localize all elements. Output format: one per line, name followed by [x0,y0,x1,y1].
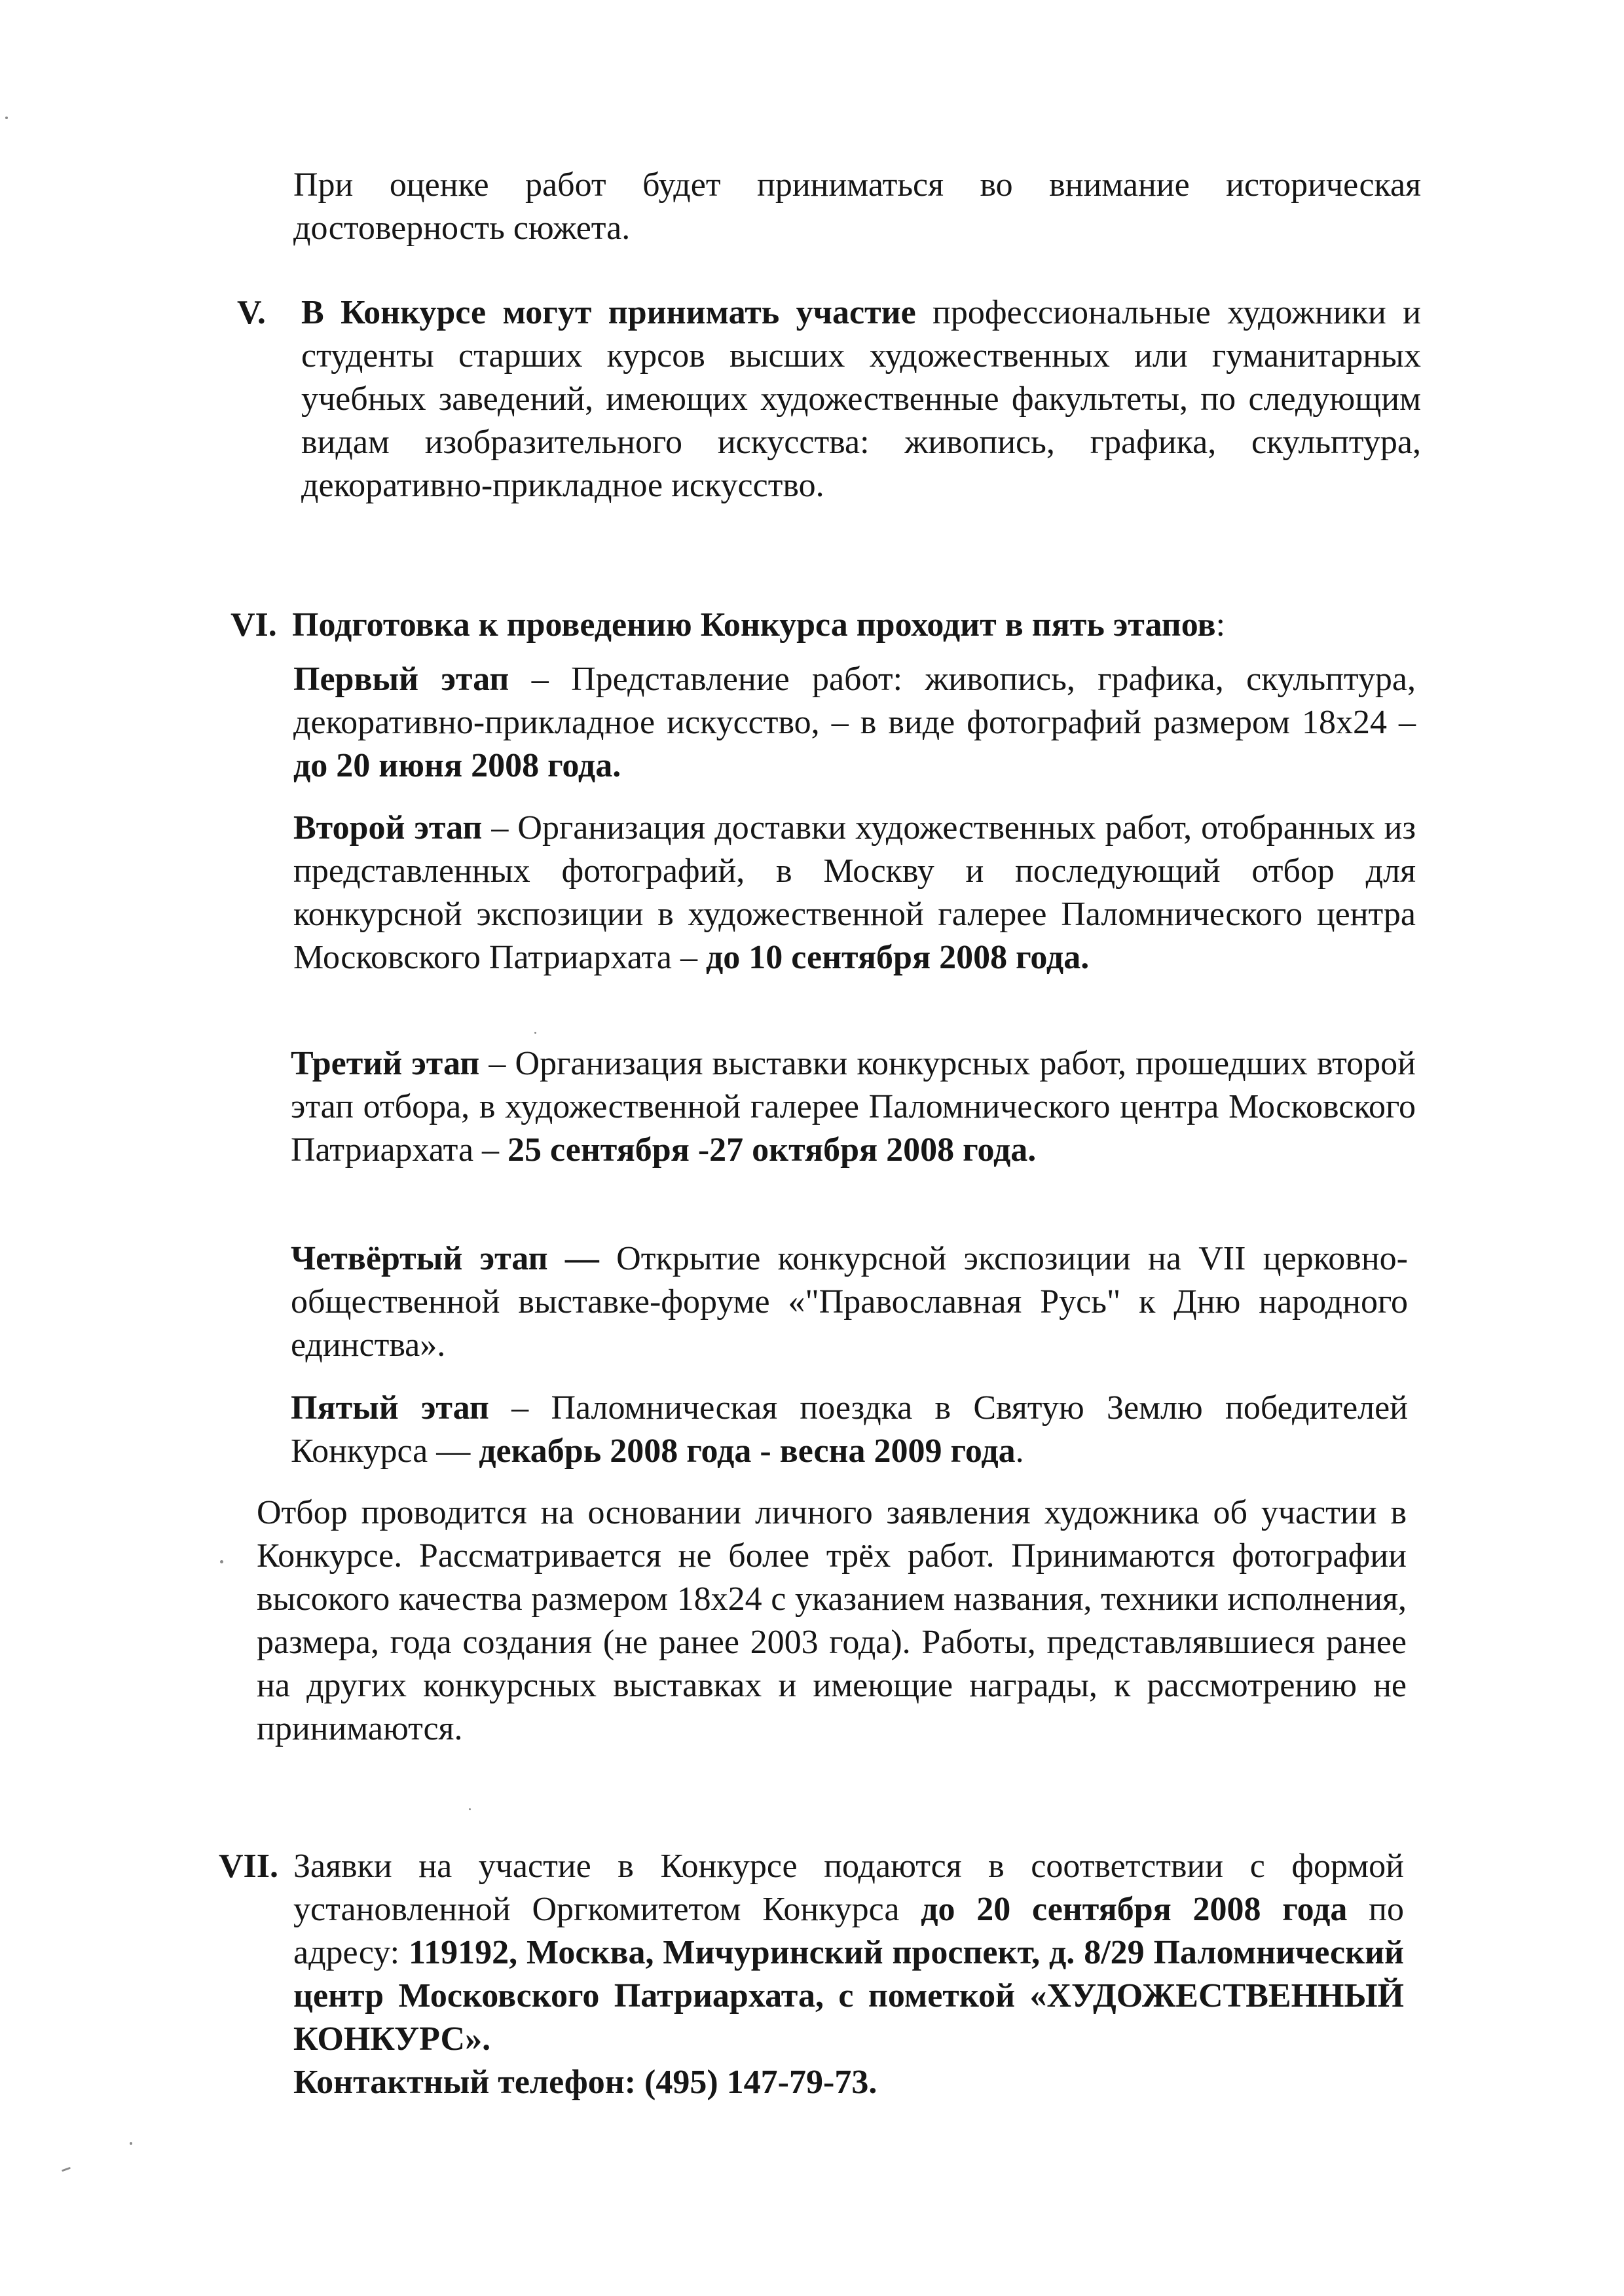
section-vii-numeral: VII. [219,1848,279,1885]
scan-speck [220,1560,223,1563]
scan-speck [469,1808,471,1810]
section-vii-deadline: до 20 сентября 2008 года [921,1891,1348,1928]
section-vii-paragraph [293,1845,1404,2061]
stage-5-tail: . [1015,1432,1024,1470]
section-vi-heading [292,604,1431,647]
scan-speck [62,2167,71,2172]
stage-1-deadline: до 20 июня 2008 года. [293,747,621,784]
stage-1-title: Первый этап [293,661,509,698]
section-vii-address-prefix: по адресу: [293,1891,1405,1971]
stage-5-deadline: декабрь 2008 года - весна 2009 года [479,1432,1016,1470]
intro-paragraph [293,164,1421,250]
stage-1-text: – Представление работ: живопись, графика, скульптура, декоративно-прикладное искусство, – в виде фотографий размером 18x24 – [293,661,1416,741]
scan-speck [130,2142,132,2145]
stage-4-title: Четвёртый этап — [291,1240,599,1277]
stage-1 [293,658,1416,788]
section-vii-text: Заявки на участие в Конкурсе подаются в соответствии с формой установленной Оргкомитетом Конкурса [293,1848,1404,1928]
stage-5-title: Пятый этап [291,1389,489,1427]
stage-2-text: – Организация доставки художественных работ, отобранных из представленных фотографий, в Москву и последующий отбор для конкурсной экспозиции в художественной галерее Паломнического центра Московского Патриархата – [293,809,1416,976]
stage-5-text: – Паломническая поездка в Святую Землю победителей Конкурса — [291,1389,1409,1470]
contact-phone-text: Контактный телефон: (495) 147-79-73. [293,2064,877,2101]
section-vii-address: 119192, Москва, Мичуринский проспект, д. 8/29 Паломнический центр Московского Патриархата, с пометкой «ХУДОЖЕСТВЕННЫЙ КОНКУРС». [293,1934,1404,2058]
stage-2-deadline: до 10 сентября 2008 года. [705,939,1090,976]
contact-phone [293,2061,1210,2104]
section-vi-heading-text: Подготовка к проведению Конкурса проходит в пять этапов [292,606,1216,644]
stage-3-text: – Организация выставки конкурсных работ, прошедших второй этап отбора, в художественной галерее Паломнического центра Московского Патриархата – [291,1045,1416,1169]
selection-note [257,1491,1407,1751]
stage-5 [291,1387,1408,1473]
stage-2 [293,807,1416,979]
section-v-text: профессиональные художники и студенты старших курсов высших художественных или гуманитарных учебных заведений, имеющих художественные факультеты, по следующим видам изобразительного искусства: живопись, графика, скульптура, декоративно-прикладное искусство. [301,294,1422,504]
stage-4-text: Открытие конкурсной экспозиции на VII церковно-общественной выставке-форуме «"Православная Русь" к Дню народного единства». [291,1240,1408,1364]
stage-3 [291,1042,1416,1172]
section-v-lead: В Конкурсе могут принимать участие [301,294,916,331]
stage-4 [291,1237,1408,1367]
section-vi-heading-tail: : [1215,606,1226,644]
section-v-paragraph [301,291,1421,507]
stage-2-title: Второй этап [293,809,483,847]
intro-text: При оценке работ будет приниматься во внимание историческая достоверность сюжета. [293,166,1421,247]
section-vi-numeral: VI. [231,606,277,644]
scan-speck [534,1032,536,1034]
stage-3-title: Третий этап [291,1045,480,1082]
section-v-numeral: V. [237,294,266,331]
scan-speck [5,117,8,119]
selection-note-text: Отбор проводится на основании личного заявления художника об участии в Конкурсе. Рассматривается не более трёх работ. Принимаются фотографии высокого качества размером 18x24 с указанием названия, техники исполнения, размера, года создания (не ранее 2003 года). Работы, представлявшиеся ранее на других конкурсных выставках и имеющие награды, к рассмотрению не принимаются. [257,1494,1407,1747]
stage-3-deadline: 25 сентября -27 октября 2008 года. [507,1131,1037,1169]
